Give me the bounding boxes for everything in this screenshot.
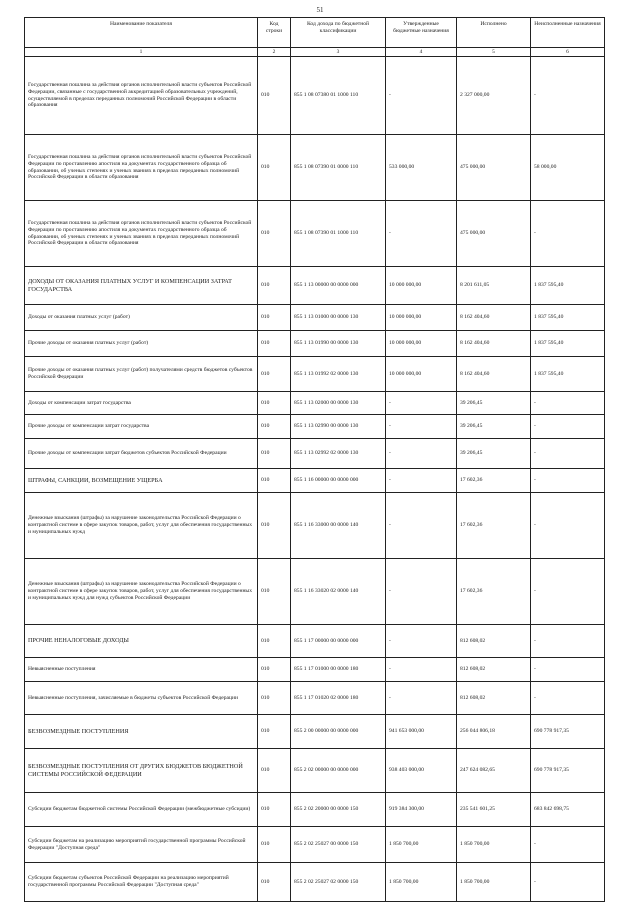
row-executed: 17 602,36 bbox=[457, 493, 531, 559]
row-name: Денежные взыскания (штрафы) за нарушение законодательства Российской Федерации о контрактной системе в сфере закупок товаров, работ, услуг для обеспечения государственных и муниципальных нужд для нужд субъектов Российской Федерации bbox=[25, 559, 258, 625]
table-row bbox=[25, 267, 605, 305]
row-revenue-code: 855 1 13 02990 00 0000 130 bbox=[291, 415, 386, 439]
row-revenue-code: 855 2 02 25027 02 0000 150 bbox=[291, 863, 386, 902]
row-approved: - bbox=[386, 201, 457, 267]
row-line-code: 010 bbox=[258, 267, 291, 305]
row-name: БЕЗВОЗМЕЗДНЫЕ ПОСТУПЛЕНИЯ bbox=[25, 715, 258, 749]
table-row bbox=[25, 682, 605, 715]
row-executed: 1 850 700,00 bbox=[457, 827, 531, 863]
row-executed: 39 206,45 bbox=[457, 392, 531, 415]
row-unexecuted: - bbox=[531, 469, 605, 493]
row-line-code: 010 bbox=[258, 331, 291, 357]
table-row bbox=[25, 469, 605, 493]
row-unexecuted: 1 837 595,40 bbox=[531, 331, 605, 357]
row-name: Государственная пошлина за действия органов исполнительной власти субъектов Российской Федерации по проставлению апостиля на документах государственного образца об образовании, об ученых степенях и ученых званиях в пределах переданных полномочий Российской Федерации в области образования bbox=[25, 201, 258, 267]
column-number: 6 bbox=[531, 48, 605, 57]
row-approved: 10 000 000,00 bbox=[386, 357, 457, 392]
row-line-code: 010 bbox=[258, 715, 291, 749]
row-name: Невыясненные поступления, зачисляемые в бюджеты субъектов Российской Федерации bbox=[25, 682, 258, 715]
row-executed: 475 000,00 bbox=[457, 135, 531, 201]
column-header-unexecuted: Неисполненные назначения bbox=[531, 18, 605, 48]
row-name: Субсидии бюджетам на реализацию мероприятий государственной программы Российской Федерации "Доступная среда" bbox=[25, 827, 258, 863]
row-unexecuted: - bbox=[531, 57, 605, 135]
row-line-code: 010 bbox=[258, 415, 291, 439]
row-name: Прочие доходы от компенсации затрат бюджетов субъектов Российской Федерации bbox=[25, 439, 258, 469]
row-name: Невыясненные поступления bbox=[25, 658, 258, 682]
row-name: Субсидии бюджетам бюджетной системы Российской Федерации (межбюджетные субсидии) bbox=[25, 793, 258, 827]
row-unexecuted: 1 837 595,40 bbox=[531, 357, 605, 392]
row-line-code: 010 bbox=[258, 305, 291, 331]
row-revenue-code: 855 1 13 01992 02 0000 130 bbox=[291, 357, 386, 392]
row-approved: 941 653 000,00 bbox=[386, 715, 457, 749]
table-body bbox=[25, 57, 605, 902]
row-unexecuted: 1 837 595,40 bbox=[531, 267, 605, 305]
column-header-approved: Утвержденные бюджетные назначения bbox=[386, 18, 457, 48]
row-revenue-code: 855 1 13 02992 02 0000 130 bbox=[291, 439, 386, 469]
row-revenue-code: 855 1 13 02000 00 0000 130 bbox=[291, 392, 386, 415]
row-approved: - bbox=[386, 392, 457, 415]
table-row bbox=[25, 715, 605, 749]
page-number: 51 bbox=[316, 6, 324, 14]
row-unexecuted: - bbox=[531, 625, 605, 658]
row-approved: - bbox=[386, 658, 457, 682]
row-approved: 533 000,00 bbox=[386, 135, 457, 201]
row-revenue-code: 855 1 16 33000 00 0000 140 bbox=[291, 493, 386, 559]
table-row bbox=[25, 625, 605, 658]
row-revenue-code: 855 1 13 00000 00 0000 000 bbox=[291, 267, 386, 305]
row-name: Субсидии бюджетам субъектов Российской Федерации на реализацию мероприятий государственной программы Российской Федерации "Доступная среда" bbox=[25, 863, 258, 902]
column-number: 5 bbox=[457, 48, 531, 57]
row-executed: 39 206,45 bbox=[457, 415, 531, 439]
row-approved: 1 850 700,00 bbox=[386, 827, 457, 863]
row-approved: - bbox=[386, 559, 457, 625]
row-line-code: 010 bbox=[258, 625, 291, 658]
column-header-revenue-code: Код дохода по бюджетной классификации bbox=[291, 18, 386, 48]
row-approved: 10 000 000,00 bbox=[386, 331, 457, 357]
table-row bbox=[25, 331, 605, 357]
column-number-row bbox=[25, 48, 605, 57]
table-row bbox=[25, 135, 605, 201]
row-approved: 10 000 000,00 bbox=[386, 305, 457, 331]
row-unexecuted: - bbox=[531, 493, 605, 559]
row-name: ПРОЧИЕ НЕНАЛОГОВЫЕ ДОХОДЫ bbox=[25, 625, 258, 658]
table-row bbox=[25, 305, 605, 331]
row-unexecuted: - bbox=[531, 658, 605, 682]
row-approved: - bbox=[386, 415, 457, 439]
row-line-code: 010 bbox=[258, 559, 291, 625]
row-approved: - bbox=[386, 625, 457, 658]
table-row bbox=[25, 749, 605, 793]
row-unexecuted: - bbox=[531, 201, 605, 267]
row-executed: 8 162 404,60 bbox=[457, 305, 531, 331]
row-approved: 938 403 000,00 bbox=[386, 749, 457, 793]
row-name: Государственная пошлина за действия органов исполнительной власти субъектов Российской Федерации по проставлению апостиля на документах государственного образца об образовании, об ученых степенях и ученых званиях в пределах переданных полномочий Российской Федерации в области образования bbox=[25, 135, 258, 201]
row-approved: - bbox=[386, 439, 457, 469]
row-name: БЕЗВОЗМЕЗДНЫЕ ПОСТУПЛЕНИЯ ОТ ДРУГИХ БЮДЖЕТОВ БЮДЖЕТНОЙ СИСТЕМЫ РОССИЙСКОЙ ФЕДЕРАЦИИ bbox=[25, 749, 258, 793]
row-name: Доходы от оказания платных услуг (работ) bbox=[25, 305, 258, 331]
row-name: Денежные взыскания (штрафы) за нарушение законодательства Российской Федерации о контрактной системе в сфере закупок товаров, работ, услуг для обеспечения государственных и муниципальных нужд bbox=[25, 493, 258, 559]
row-revenue-code: 855 1 08 07390 01 1000 110 bbox=[291, 201, 386, 267]
row-revenue-code: 855 1 08 07380 01 1000 110 bbox=[291, 57, 386, 135]
row-executed: 256 044 806,18 bbox=[457, 715, 531, 749]
column-header-executed: Исполнено bbox=[457, 18, 531, 48]
row-revenue-code: 855 1 17 01000 00 0000 180 bbox=[291, 658, 386, 682]
table-row bbox=[25, 415, 605, 439]
row-executed: 235 541 601,25 bbox=[457, 793, 531, 827]
row-executed: 17 602,36 bbox=[457, 559, 531, 625]
row-name: ШТРАФЫ, САНКЦИИ, ВОЗМЕЩЕНИЕ УЩЕРБА bbox=[25, 469, 258, 493]
row-executed: 812 608,02 bbox=[457, 658, 531, 682]
row-unexecuted: - bbox=[531, 559, 605, 625]
column-number: 2 bbox=[258, 48, 291, 57]
table-row bbox=[25, 392, 605, 415]
row-revenue-code: 855 1 13 01990 00 0000 130 bbox=[291, 331, 386, 357]
row-unexecuted: 690 778 917,35 bbox=[531, 715, 605, 749]
row-approved: 10 000 000,00 bbox=[386, 267, 457, 305]
column-number: 1 bbox=[25, 48, 258, 57]
table-row bbox=[25, 863, 605, 902]
row-revenue-code: 855 1 16 00000 00 0000 000 bbox=[291, 469, 386, 493]
row-executed: 39 206,45 bbox=[457, 439, 531, 469]
row-revenue-code: 855 2 00 00000 00 0000 000 bbox=[291, 715, 386, 749]
row-line-code: 010 bbox=[258, 57, 291, 135]
table-row bbox=[25, 439, 605, 469]
row-executed: 2 327 000,00 bbox=[457, 57, 531, 135]
row-executed: 8 162 404,60 bbox=[457, 331, 531, 357]
table-row bbox=[25, 658, 605, 682]
row-name: Прочие доходы от компенсации затрат государства bbox=[25, 415, 258, 439]
row-line-code: 010 bbox=[258, 392, 291, 415]
row-approved: - bbox=[386, 682, 457, 715]
column-number: 4 bbox=[386, 48, 457, 57]
row-revenue-code: 855 2 02 00000 00 0000 000 bbox=[291, 749, 386, 793]
row-line-code: 010 bbox=[258, 682, 291, 715]
column-number: 3 bbox=[291, 48, 386, 57]
row-unexecuted: - bbox=[531, 415, 605, 439]
row-name: ДОХОДЫ ОТ ОКАЗАНИЯ ПЛАТНЫХ УСЛУГ И КОМПЕНСАЦИИ ЗАТРАТ ГОСУДАРСТВА bbox=[25, 267, 258, 305]
row-unexecuted: - bbox=[531, 863, 605, 902]
row-revenue-code: 855 1 17 00000 00 0000 000 bbox=[291, 625, 386, 658]
column-header-name: Наименование показателя bbox=[25, 18, 258, 48]
row-revenue-code: 855 1 17 01020 02 0000 180 bbox=[291, 682, 386, 715]
row-unexecuted: 683 842 698,75 bbox=[531, 793, 605, 827]
table-row bbox=[25, 827, 605, 863]
row-line-code: 010 bbox=[258, 439, 291, 469]
row-line-code: 010 bbox=[258, 749, 291, 793]
row-line-code: 010 bbox=[258, 827, 291, 863]
table-row bbox=[25, 793, 605, 827]
row-name: Прочие доходы от оказания платных услуг (работ) получателями средств бюджетов субъектов Российской Федерации bbox=[25, 357, 258, 392]
row-approved: 1 850 700,00 bbox=[386, 863, 457, 902]
row-line-code: 010 bbox=[258, 201, 291, 267]
table-row bbox=[25, 493, 605, 559]
row-unexecuted: - bbox=[531, 392, 605, 415]
row-unexecuted: 58 000,00 bbox=[531, 135, 605, 201]
row-unexecuted: - bbox=[531, 682, 605, 715]
row-approved: - bbox=[386, 469, 457, 493]
row-executed: 17 602,36 bbox=[457, 469, 531, 493]
table-header-row bbox=[25, 18, 605, 48]
row-name: Доходы от компенсации затрат государства bbox=[25, 392, 258, 415]
row-executed: 247 624 082,65 bbox=[457, 749, 531, 793]
row-line-code: 010 bbox=[258, 357, 291, 392]
row-approved: - bbox=[386, 493, 457, 559]
row-line-code: 010 bbox=[258, 863, 291, 902]
row-name: Государственная пошлина за действия органов исполнительной власти субъектов Российской Федерации, связанные с государственной аккредитацией образовательных учреждений, осуществляемой в пределах переданных полномочий Российской Федерации в области образования bbox=[25, 57, 258, 135]
row-approved: 919 384 300,00 bbox=[386, 793, 457, 827]
row-revenue-code: 855 1 13 01000 00 0000 130 bbox=[291, 305, 386, 331]
row-line-code: 010 bbox=[258, 135, 291, 201]
table-row bbox=[25, 201, 605, 267]
row-unexecuted: - bbox=[531, 439, 605, 469]
row-revenue-code: 855 2 02 25027 00 0000 150 bbox=[291, 827, 386, 863]
row-executed: 8 162 404,60 bbox=[457, 357, 531, 392]
row-revenue-code: 855 2 02 20000 00 0000 150 bbox=[291, 793, 386, 827]
row-executed: 812 608,02 bbox=[457, 625, 531, 658]
row-unexecuted: 1 837 595,40 bbox=[531, 305, 605, 331]
column-header-line-code: Код строки bbox=[258, 18, 291, 48]
table-row bbox=[25, 357, 605, 392]
row-unexecuted: 690 778 917,35 bbox=[531, 749, 605, 793]
row-revenue-code: 855 1 08 07390 01 0000 110 bbox=[291, 135, 386, 201]
row-unexecuted: - bbox=[531, 827, 605, 863]
budget-revenue-table bbox=[24, 17, 605, 902]
row-name: Прочие доходы от оказания платных услуг (работ) bbox=[25, 331, 258, 357]
table-row bbox=[25, 559, 605, 625]
row-line-code: 010 bbox=[258, 469, 291, 493]
row-line-code: 010 bbox=[258, 658, 291, 682]
row-executed: 1 850 700,00 bbox=[457, 863, 531, 902]
row-line-code: 010 bbox=[258, 793, 291, 827]
table-row bbox=[25, 57, 605, 135]
row-line-code: 010 bbox=[258, 493, 291, 559]
row-approved: - bbox=[386, 57, 457, 135]
row-executed: 475 000,00 bbox=[457, 201, 531, 267]
row-executed: 8 201 611,05 bbox=[457, 267, 531, 305]
row-revenue-code: 855 1 16 33020 02 0000 140 bbox=[291, 559, 386, 625]
row-executed: 812 608,02 bbox=[457, 682, 531, 715]
